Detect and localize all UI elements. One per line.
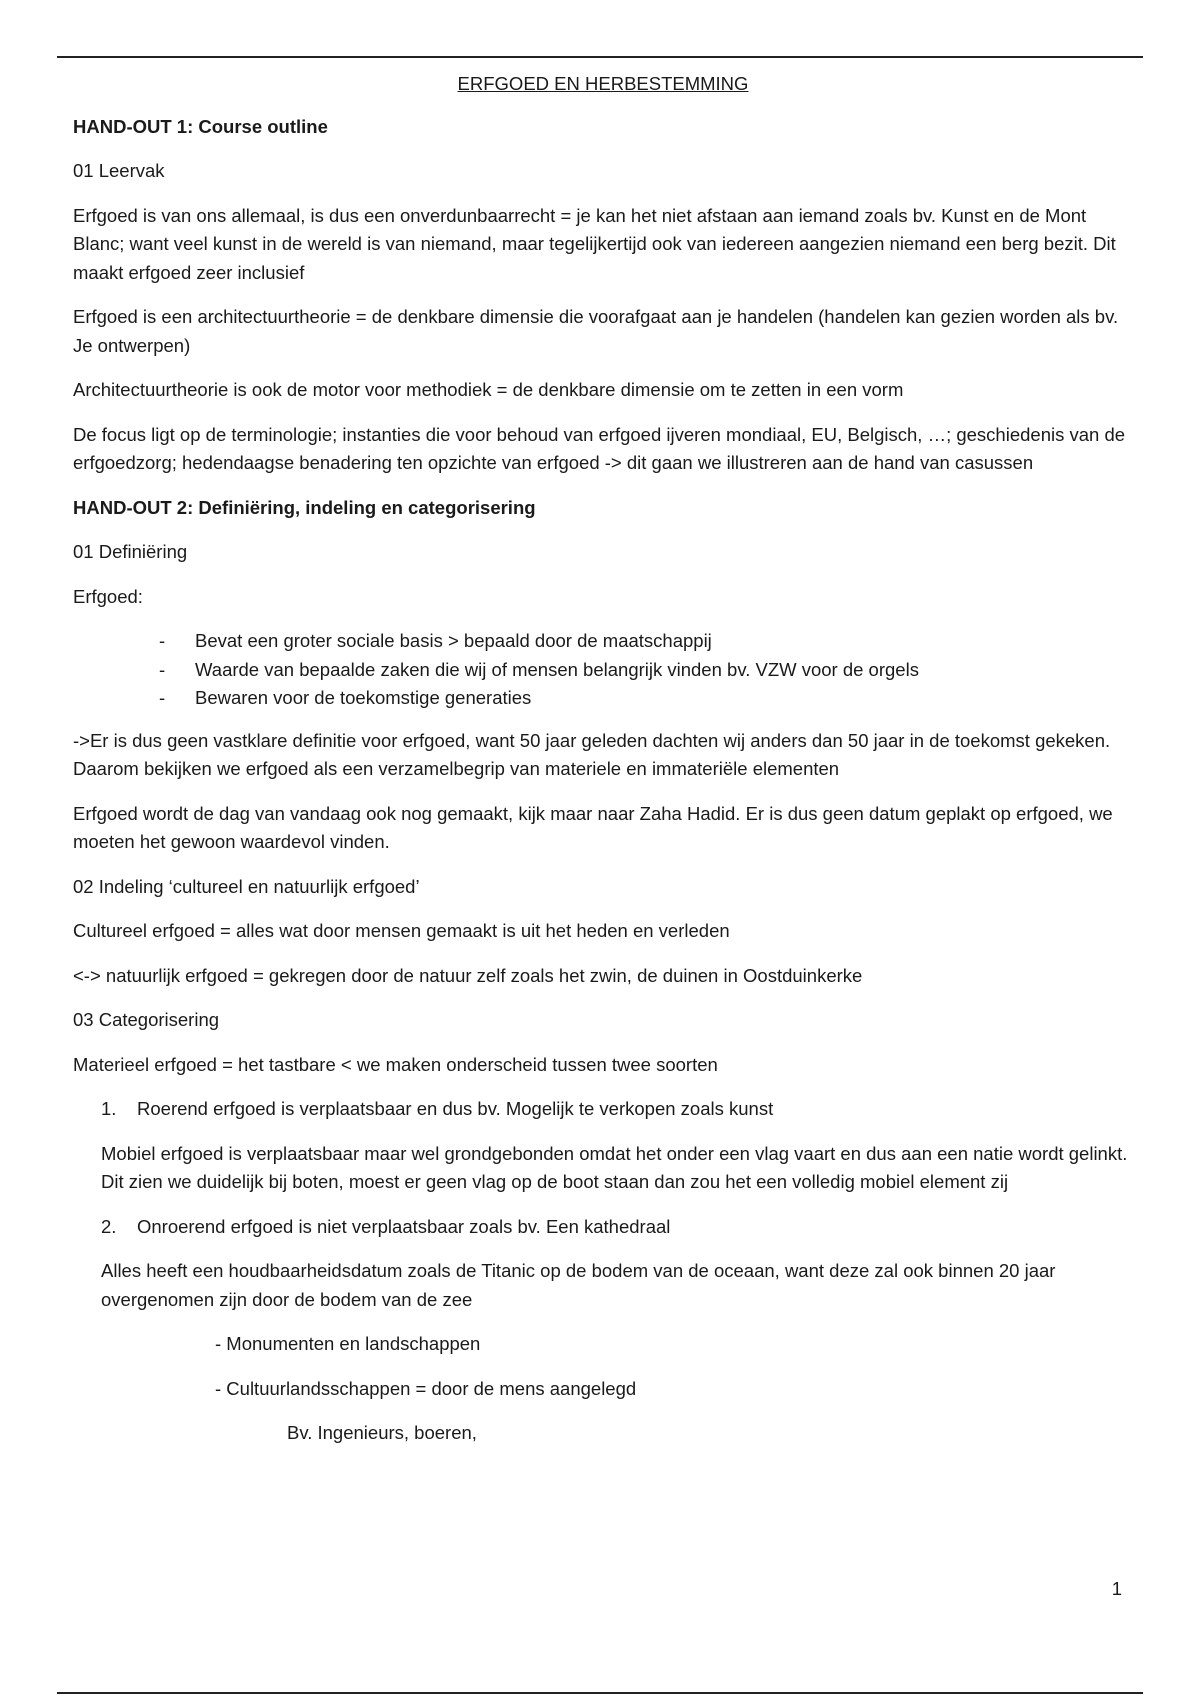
numbered-item-1: [73, 1095, 1133, 1124]
sub-sub-item: Bv. Ingenieurs, boeren,: [287, 1422, 477, 1443]
paragraph: Materieel erfgoed = het tastbare < we maken onderscheid tussen twee soorten: [73, 1053, 718, 1075]
bullet-list: [73, 627, 1133, 713]
item-number: 1.: [101, 1098, 117, 1119]
list-item: - Waarde van bepaalde zaken die wij of mensen belangrijk vinden bv. VZW voor de orgels: [73, 656, 1133, 685]
paragraph: Cultureel erfgoed = alles wat door mensen gemaakt is uit het heden en verleden: [73, 920, 730, 941]
item-1-note: Mobiel erfgoed is verplaatsbaar maar wel grondgebonden omdat het onder een vlag vaart en dus aan een natie wordt gelinkt. Dit zien we duidelijk bij boten, moest er geen vlag op de boot staan dan zou het een volledig mobiel element zij: [101, 1142, 1128, 1192]
document-title: ERFGOED EN HERBESTEMMING: [457, 73, 749, 94]
paragraph: Erfgoed is van ons allemaal, is dus een onverdunbaarrecht = je kan het niet afstaan aan iemand zoals bv. Kunst en de Mont Blanc; want veel kunst in de wereld is van niemand, maar tegelijkertijd ook van iedereen aangezien niemand een berg bezit. Dit maakt erfgoed zeer inclusief: [73, 204, 1116, 283]
header-rule: [57, 56, 1143, 58]
sub-item: - Cultuurlandsschappen = door de mens aangelegd: [215, 1377, 637, 1399]
paragraph: ->Er is dus geen vastklare definitie voor erfgoed, want 50 jaar geleden dachten wij anders dan 50 jaar in de toekomst gekeken. Daarom bekijken we erfgoed als een verzamelbegrip van materiele en immateriële elementen: [73, 729, 1111, 779]
paragraph: De focus ligt op de terminologie; instanties die voor behoud van erfgoed ijveren mondiaal, EU, Belgisch, …; geschiedenis van de erfgoedzorg; hedendaagse benadering ten opzichte van erfgoed -> dit gaan we illustreren aan de hand van casussen: [73, 423, 1126, 473]
page-number: 1: [1111, 1578, 1122, 1599]
handout-2-heading: HAND-OUT 2: Definiëring, indeling en categorisering: [73, 496, 536, 518]
footer-rule: [57, 1692, 1143, 1694]
section-definiering: 01 Definiëring: [73, 541, 188, 562]
section-leervak: 01 Leervak: [73, 160, 165, 181]
paragraph: <-> natuurlijk erfgoed = gekregen door de natuur zelf zoals het zwin, de duinen in Oostduinkerke: [73, 964, 863, 986]
list-item: - Bevat een groter sociale basis > bepaald door de maatschappij: [73, 627, 1133, 656]
dash-bullet: -: [159, 658, 166, 680]
numbered-item-2: [73, 1213, 1133, 1242]
sub-item: - Monumenten en landschappen: [215, 1333, 481, 1354]
item-text: Onroerend erfgoed is niet verplaatsbaar zoals bv. Een kathedraal: [137, 1215, 671, 1237]
paragraph: Architectuurtheorie is ook de motor voor methodiek = de denkbare dimensie om te zetten in een vorm: [73, 379, 904, 400]
section-indeling: 02 Indeling ‘cultureel en natuurlijk erfgoed’: [73, 875, 420, 897]
paragraph: Erfgoed wordt de dag van vandaag ook nog gemaakt, kijk maar naar Zaha Hadid. Er is dus geen datum geplakt op erfgoed, we moeten het gewoon waardevol vinden.: [73, 802, 1113, 852]
paragraph: Erfgoed is een architectuurtheorie = de denkbare dimensie die voorafgaat aan je handelen (handelen kan gezien worden als bv. Je ontwerpen): [73, 306, 1119, 356]
erfgoed-label: Erfgoed:: [73, 585, 143, 607]
item-2-note: Alles heeft een houdbaarheidsdatum zoals de Titanic op de bodem van de oceaan, want deze zal ook binnen 20 jaar overgenomen zijn door de bodem van de zee: [101, 1260, 1056, 1310]
section-categorisering: 03 Categorisering: [73, 1009, 220, 1030]
list-item: - Bewaren voor de toekomstige generaties: [73, 684, 1133, 713]
handout-1-heading: HAND-OUT 1: Course outline: [73, 115, 328, 137]
document-page: [73, 70, 1133, 1464]
dash-bullet: -: [159, 630, 166, 651]
item-number: 2.: [101, 1215, 117, 1237]
dash-bullet: -: [159, 687, 166, 708]
item-text: Roerend erfgoed is verplaatsbaar en dus bv. Mogelijk te verkopen zoals kunst: [137, 1098, 774, 1119]
